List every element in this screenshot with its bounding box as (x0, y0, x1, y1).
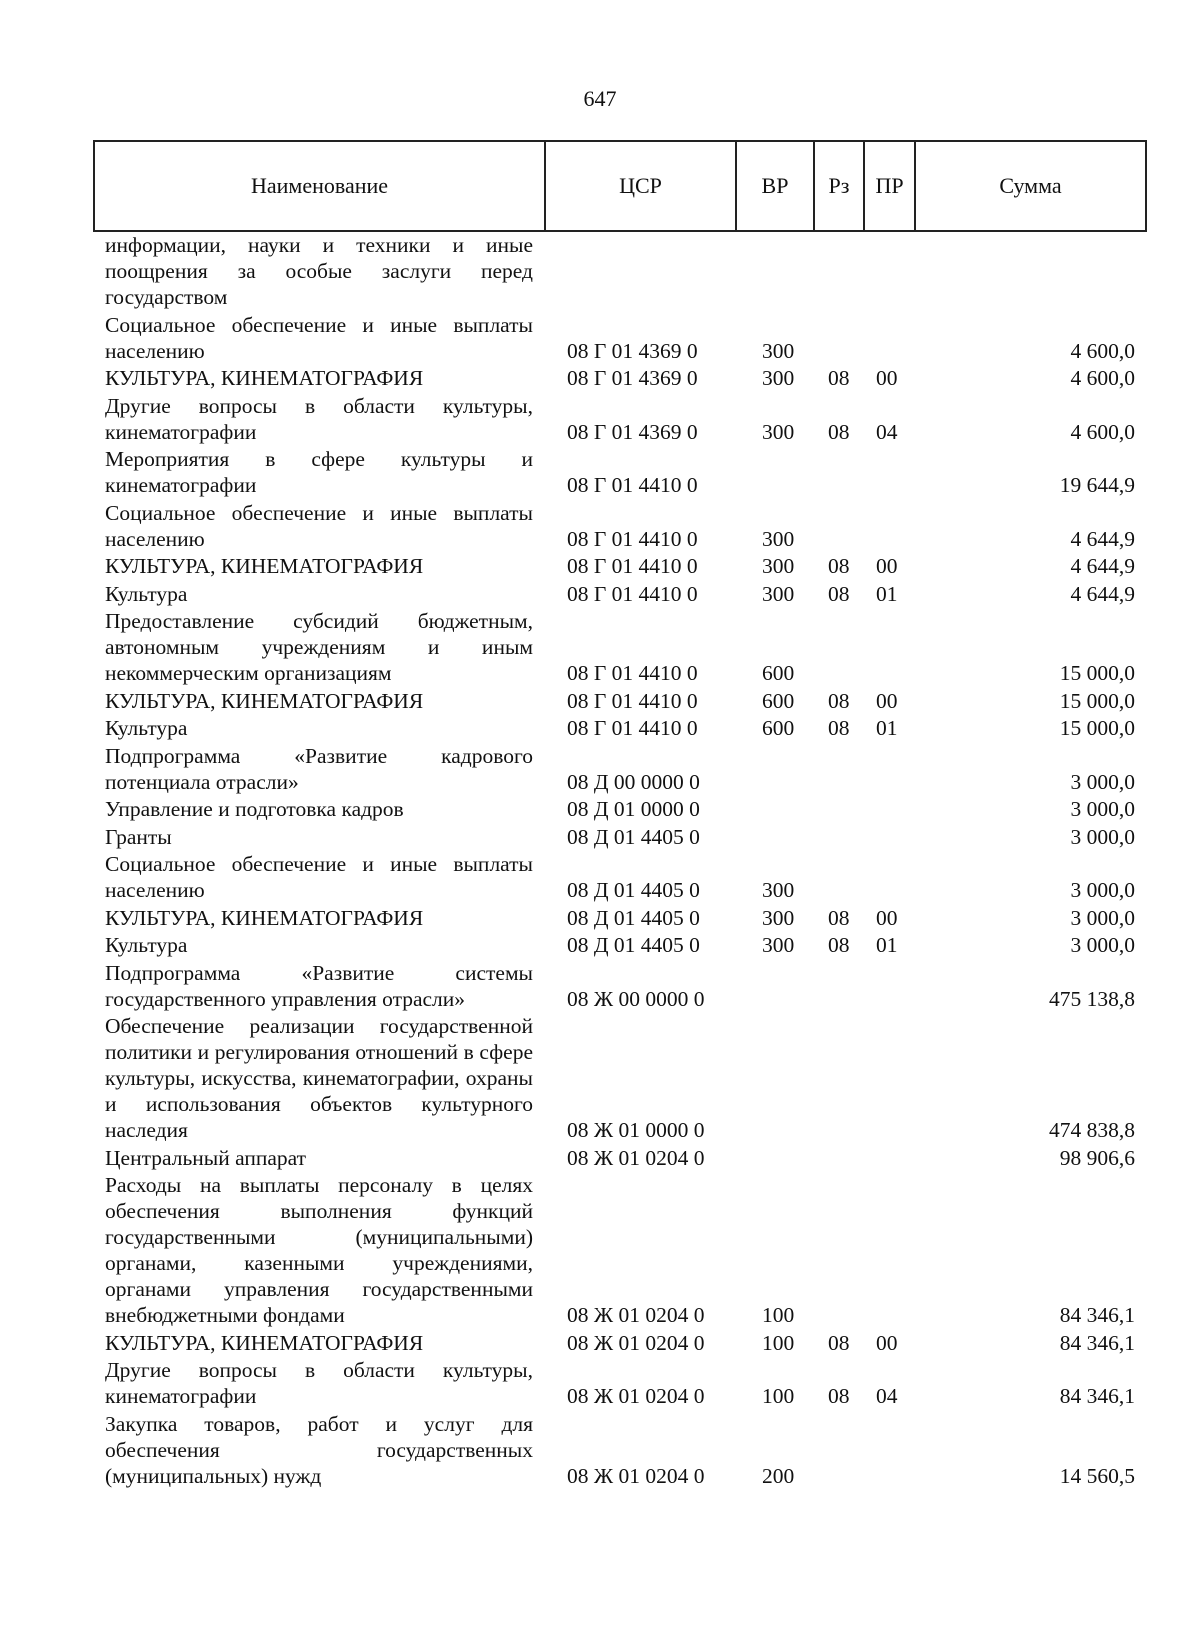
table-row (94, 608, 1146, 688)
cell-pr: 04 (876, 419, 898, 444)
cell-pr (864, 500, 915, 554)
cell-pr (864, 1411, 915, 1491)
cell-csr: 08 Г 01 4369 0 (567, 366, 698, 390)
cell-sum: 4 600,0 (1070, 366, 1135, 390)
cell-vr: 300 (762, 581, 795, 606)
cell-sum (915, 231, 1146, 312)
cell-pr: 00 (876, 366, 898, 390)
header-vr: ВР (736, 141, 814, 231)
cell-csr: 08 Г 01 4410 0 (567, 473, 698, 497)
cell-sum: 15 000,0 (1059, 661, 1135, 685)
cell-name: Гранты (105, 824, 172, 849)
cell-csr: 08 Г 01 4410 0 (567, 554, 698, 578)
cell-name: Социальное обеспечение и иные выплаты населению (105, 312, 533, 363)
cell-rz (814, 446, 864, 500)
cell-sum: 475 138,8 (1049, 986, 1135, 1011)
table-body (94, 231, 1146, 1490)
cell-pr (864, 851, 915, 905)
cell-rz (814, 1172, 864, 1330)
cell-sum: 4 600,0 (1070, 338, 1135, 363)
cell-sum: 15 000,0 (1059, 688, 1135, 713)
cell-pr (864, 231, 915, 312)
table-row (94, 824, 1146, 852)
cell-sum: 98 906,6 (1059, 1145, 1135, 1170)
cell-vr: 100 (762, 1330, 795, 1355)
cell-csr: 08 Г 01 4369 0 (567, 419, 698, 444)
cell-csr: 08 Д 01 4405 0 (567, 878, 700, 902)
cell-vr: 300 (762, 366, 795, 390)
cell-pr (864, 796, 915, 824)
table-row (94, 1013, 1146, 1145)
cell-sum: 4 644,9 (1070, 554, 1135, 578)
cell-csr: 08 Д 01 4405 0 (567, 933, 700, 957)
cell-pr (864, 743, 915, 797)
cell-vr: 300 (762, 338, 795, 363)
cell-rz (814, 824, 864, 852)
cell-vr: 600 (762, 688, 795, 713)
cell-sum: 3 000,0 (1070, 878, 1135, 902)
table-row (94, 743, 1146, 797)
cell-csr (545, 231, 736, 312)
cell-csr: 08 Д 01 4405 0 (567, 824, 700, 849)
cell-name: КУЛЬТУРА, КИНЕМАТОГРАФИЯ (105, 1330, 424, 1355)
table-row (94, 851, 1146, 905)
cell-rz (814, 1145, 864, 1173)
header-sum: Сумма (915, 141, 1146, 231)
header-rz: Рз (814, 141, 864, 231)
cell-rz: 08 (828, 366, 850, 390)
cell-sum: 474 838,8 (1049, 1118, 1135, 1142)
cell-rz: 08 (828, 716, 850, 740)
cell-name: Социальное обеспечение и иные выплаты населению (105, 500, 533, 551)
header-name: Наименование (94, 141, 545, 231)
cell-csr: 08 Ж 01 0204 0 (567, 1145, 705, 1170)
cell-name: Другие вопросы в области культуры, кинематографии (105, 393, 533, 444)
cell-rz (814, 960, 864, 1014)
cell-pr: 01 (876, 581, 898, 606)
cell-name: Другие вопросы в области культуры, кинематографии (105, 1358, 533, 1408)
cell-vr (736, 446, 814, 500)
cell-name: Предоставление субсидий бюджетным, автономным учреждениям и иным некоммерческим организациям (105, 609, 533, 685)
cell-rz (814, 500, 864, 554)
cell-pr (864, 446, 915, 500)
cell-vr: 100 (762, 1303, 795, 1327)
cell-pr (864, 1172, 915, 1330)
cell-vr (736, 1013, 814, 1145)
cell-csr: 08 Г 01 4369 0 (567, 338, 698, 363)
table-row (94, 960, 1146, 1014)
cell-csr: 08 Ж 00 0000 0 (567, 986, 705, 1011)
cell-rz (814, 1013, 864, 1145)
cell-csr: 08 Ж 01 0204 0 (567, 1384, 705, 1408)
cell-pr: 00 (876, 688, 898, 713)
cell-rz: 08 (828, 933, 850, 957)
table-row (94, 500, 1146, 554)
cell-vr: 600 (762, 716, 795, 740)
cell-pr: 00 (876, 554, 898, 578)
cell-name: Культура (105, 581, 188, 606)
cell-rz: 08 (828, 1384, 850, 1408)
cell-vr: 300 (762, 878, 795, 902)
cell-rz: 08 (828, 688, 850, 713)
cell-csr: 08 Д 01 0000 0 (567, 797, 700, 821)
cell-sum: 14 560,5 (1059, 1463, 1135, 1488)
cell-sum: 84 346,1 (1059, 1303, 1135, 1327)
cell-pr (864, 1013, 915, 1145)
table-row (94, 688, 1146, 716)
cell-name: Культура (105, 716, 188, 740)
cell-rz (814, 312, 864, 366)
table-row (94, 1145, 1146, 1173)
table-row (94, 393, 1146, 447)
cell-csr: 08 Г 01 4410 0 (567, 526, 698, 551)
cell-pr (864, 1145, 915, 1173)
cell-pr: 00 (876, 1330, 898, 1355)
cell-csr: 08 Г 01 4410 0 (567, 581, 698, 606)
table-row (94, 312, 1146, 366)
cell-vr: 200 (762, 1463, 795, 1488)
cell-vr (736, 231, 814, 312)
cell-name: Закупка товаров, работ и услуг для обеспечения государственных (муниципальных) нужд (105, 1411, 533, 1488)
cell-name: Подпрограмма «Развитие кадрового потенциала отрасли» (105, 743, 533, 794)
cell-pr: 01 (876, 716, 898, 740)
table-row (94, 932, 1146, 960)
cell-name: Мероприятия в сфере культуры и кинематографии (105, 447, 533, 497)
cell-csr: 08 Ж 01 0204 0 (567, 1330, 705, 1355)
cell-vr: 300 (762, 554, 795, 578)
header-csr: ЦСР (545, 141, 736, 231)
cell-rz (814, 851, 864, 905)
cell-sum: 3 000,0 (1070, 769, 1135, 794)
cell-rz: 08 (828, 554, 850, 578)
cell-sum: 3 000,0 (1070, 933, 1135, 957)
cell-csr: 08 Д 00 0000 0 (567, 769, 700, 794)
cell-pr: 01 (876, 933, 898, 957)
cell-rz (814, 231, 864, 312)
cell-csr: 08 Ж 01 0204 0 (567, 1463, 705, 1488)
cell-vr: 300 (762, 419, 795, 444)
cell-pr (864, 824, 915, 852)
cell-pr: 00 (876, 905, 898, 930)
cell-sum: 15 000,0 (1059, 716, 1135, 740)
cell-vr: 300 (762, 526, 795, 551)
table-row (94, 1357, 1146, 1411)
budget-table (93, 140, 1147, 1490)
table-row (94, 553, 1146, 581)
cell-csr: 08 Г 01 4410 0 (567, 716, 698, 740)
cell-sum: 4 600,0 (1070, 419, 1135, 444)
cell-name: Центральный аппарат (105, 1145, 307, 1170)
table-row (94, 446, 1146, 500)
cell-name: Расходы на выплаты персоналу в целях обеспечения выполнения функций государственными (муниципальными) органами, казенными учреждениями, органами управления государственными внебюджетными фондами (105, 1173, 533, 1327)
cell-rz: 08 (828, 905, 850, 930)
cell-vr: 100 (762, 1384, 795, 1408)
cell-name: КУЛЬТУРА, КИНЕМАТОГРАФИЯ (105, 366, 424, 390)
cell-vr (736, 960, 814, 1014)
cell-pr: 04 (876, 1384, 898, 1408)
cell-sum: 84 346,1 (1059, 1330, 1135, 1355)
cell-sum: 19 644,9 (1059, 473, 1135, 497)
table-row (94, 1172, 1146, 1330)
cell-name: Культура (105, 933, 188, 957)
cell-name: КУЛЬТУРА, КИНЕМАТОГРАФИЯ (105, 688, 424, 713)
cell-pr (864, 960, 915, 1014)
cell-name: информации, науки и техники и иные поощрения за особые заслуги перед государством (105, 233, 533, 309)
cell-vr (736, 1145, 814, 1173)
cell-rz: 08 (828, 581, 850, 606)
cell-pr (864, 608, 915, 688)
cell-name: Социальное обеспечение и иные выплаты населению (105, 852, 533, 902)
table-row (94, 1330, 1146, 1358)
table-row (94, 365, 1146, 393)
cell-name: Подпрограмма «Развитие системы государственного управления отрасли» (105, 960, 533, 1011)
cell-name: КУЛЬТУРА, КИНЕМАТОГРАФИЯ (105, 554, 424, 578)
header-pr: ПР (864, 141, 915, 231)
cell-sum: 84 346,1 (1059, 1384, 1135, 1408)
cell-rz: 08 (828, 1330, 850, 1355)
cell-name: Обеспечение реализации государственной политики и регулирования отношений в сфере культуры, искусства, кинематографии, охраны и использования объектов культурного наследия (105, 1014, 533, 1142)
table-row (94, 231, 1146, 312)
cell-name: КУЛЬТУРА, КИНЕМАТОГРАФИЯ (105, 905, 424, 930)
cell-vr (736, 824, 814, 852)
table-header (94, 141, 1146, 231)
table-row (94, 581, 1146, 609)
cell-sum: 3 000,0 (1070, 824, 1135, 849)
cell-sum: 4 644,9 (1070, 581, 1135, 606)
cell-csr: 08 Г 01 4410 0 (567, 661, 698, 685)
cell-vr (736, 796, 814, 824)
cell-sum: 3 000,0 (1070, 905, 1135, 930)
table-row (94, 715, 1146, 743)
cell-rz (814, 1411, 864, 1491)
cell-pr (864, 312, 915, 366)
cell-csr: 08 Г 01 4410 0 (567, 688, 698, 713)
cell-csr: 08 Д 01 4405 0 (567, 905, 700, 930)
cell-vr: 300 (762, 905, 795, 930)
page-number: 647 (583, 86, 617, 111)
table-row (94, 905, 1146, 933)
cell-vr: 600 (762, 661, 795, 685)
cell-rz (814, 608, 864, 688)
cell-vr: 300 (762, 933, 795, 957)
table-row (94, 1411, 1146, 1491)
cell-sum: 4 644,9 (1070, 526, 1135, 551)
cell-csr: 08 Ж 01 0000 0 (567, 1118, 705, 1142)
cell-rz: 08 (828, 419, 850, 444)
cell-rz (814, 796, 864, 824)
cell-csr: 08 Ж 01 0204 0 (567, 1303, 705, 1327)
cell-name: Управление и подготовка кадров (105, 797, 404, 821)
cell-vr (736, 743, 814, 797)
table-row (94, 796, 1146, 824)
cell-rz (814, 743, 864, 797)
cell-sum: 3 000,0 (1070, 797, 1135, 821)
